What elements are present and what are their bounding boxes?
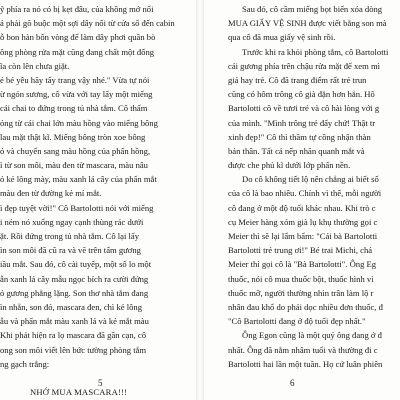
text-line: cái chai to đứng trong tủ nhà tắm. Cô thấm bbox=[0, 103, 148, 114]
text-line: ì đẹp tuyệt vời!" Cô Bartolotti nói với miếng bbox=[0, 202, 154, 213]
left-page-number: 5 bbox=[98, 378, 103, 388]
text-line: ỏ và chuyển sang màu hồng của phấn hồng, bbox=[0, 145, 151, 156]
text-line: của cô là bao nhiêu. Chính vì thế, mỗi người bbox=[228, 188, 382, 199]
left-page bbox=[0, 0, 196, 400]
wall-writing: NHỚ MUA MASCARA!!! bbox=[30, 387, 128, 398]
text-line: "Cô Bartolotti đang ở độ tuổi đẹp nhất." bbox=[228, 316, 366, 327]
text-line: cái gương phía trên chậu rửa mặt để xem mì bbox=[228, 60, 381, 71]
text-line: bản thân. Tất cả nếp nhăn quanh mắt và bbox=[228, 145, 365, 156]
text-line: được che phủ kĩ dưới lớp phấn nền. bbox=[228, 160, 351, 171]
text-line: iầu mắt. Sau đó, cô cài tuyếp, một số lo một bbox=[0, 259, 152, 270]
text-line: ỏng từ cái chai lớn màu hồng vào miếng bông bbox=[0, 117, 158, 128]
text-line: của mình. "Mình trông trẻ đấy chứ! Thật tr bbox=[228, 117, 376, 128]
text-line: ỏ gương phẳng lặng. Son thơ nhà tắm đang bbox=[0, 287, 149, 298]
text-line: nhất. Ông đã nằm nhâm tuổi và thường đi c bbox=[228, 344, 378, 355]
text-line: ặt. Rồi đứng trong tủ nhà tắm. Cô lại lấy bbox=[0, 231, 140, 241]
text-line: Bartolotti cô về tươi trẻ và cô hài lòng với g bbox=[228, 103, 380, 114]
text-line: cô đang ở một độ tuổi khác nhau. Khi trò c bbox=[228, 202, 376, 213]
text-line: Trước khi ra khỏi phòng tắm, cô Bartolotti bbox=[242, 46, 389, 57]
text-line: Ông Egon cũng là một quý ông đang ở đ bbox=[242, 330, 382, 341]
text-line: ỹ phía ra nó có bị kẹt đâu, của không mở nổi bbox=[0, 4, 154, 14]
text-line: Meier thì gọi cô là "Bà Bartolotti". Ông Eg bbox=[228, 259, 377, 270]
text-line: ỗ bon hàn bốn vòng để làm dây phơi quần bò bbox=[0, 32, 156, 43]
text-line: ông phòng rửa mặt cũng đang chất một đống bbox=[0, 46, 155, 57]
text-line: Bartolotti hai lần một tuần. Họ cứ luân phiên bbox=[228, 358, 383, 369]
text-line: Sau đó, cô cầm miếng bọt biển xóa dòng bbox=[242, 4, 383, 14]
text-line: ả phải gõ buộc một sợi dây nối từ cửa sổ đến cabin bbox=[0, 18, 175, 29]
text-line: Do cô không tiết lộ nên chẳng ai biết số bbox=[242, 174, 379, 185]
text-line: Khi phát hiện ra lọ mascara đã gần cạn, cô bbox=[0, 330, 147, 341]
text-line: Meier thì sẽ lại lẩm bẩm: "Cái bà Bartolotti bbox=[228, 231, 378, 241]
text-line: ĩa còn lên chưa giặt. bbox=[0, 60, 70, 71]
text-line: ìn nhẵn, son đỏ, mascara đen, chì kẻ lông bbox=[0, 301, 142, 312]
right-page-number: 6 bbox=[290, 378, 295, 388]
text-line: cụ Meier hàng xóm già lụ khụ thường gọi c bbox=[228, 216, 378, 227]
text-line: ong son môi viết lên bức tường phòng tắm bbox=[0, 344, 147, 355]
text-line: màu đen từ đường kẻ mí mắt. bbox=[0, 188, 102, 199]
text-line: ỏ kẻ lông mày, màu xanh lá cây của phấn mắt bbox=[0, 174, 157, 185]
text-line: cũng có hôm trông cô già đặn hơn hẳn. Hô bbox=[228, 89, 375, 100]
text-line: thuốc mỡ, người thường nhìn trân làm lộ r bbox=[228, 287, 374, 298]
text-line: xinh đẹp!" Cô thì thầm tự công nhận thàn bbox=[228, 131, 371, 142]
text-line: qua cô đã mua giấy vệ sinh rồi. bbox=[228, 32, 336, 43]
text-line: ẫn xanh lá cây mẫu ngọc bích ra cười đứng bbox=[0, 273, 149, 284]
text-line: ừ ngón sương, cô vừa với tay lấy một miếng bbox=[0, 89, 153, 100]
text-line: MUA GIẤY VỆ SINH được viết bằng son mà bbox=[228, 18, 387, 29]
text-line: ng gạch trắng: bbox=[0, 358, 50, 369]
left-page-text bbox=[0, 2, 190, 398]
text-line: Bartolotti trẻ trung ơi!" Bé trai Michi, chá bbox=[228, 245, 373, 256]
text-line: i ném nó xuống ngay cạnh thùng rác dưới bbox=[0, 216, 144, 227]
text-line: nhân đau khổ do phải dọc nhiều đơn thuốc, đ bbox=[228, 301, 383, 312]
right-page-text bbox=[228, 2, 400, 369]
text-line: giả hay trẻ. Cô đã trang điểm rất trẻ trun bbox=[228, 74, 367, 85]
right-page bbox=[204, 0, 400, 400]
text-line: ẫu và phấn mắt màu xanh lá và kẻ mắt màu bbox=[0, 316, 149, 327]
text-line: ì từ son môi, màu đen từ mascara, màu nâu bbox=[0, 160, 148, 171]
text-line: thuốc, nói cô mua thuốc bột, thuốc hình vì bbox=[228, 273, 374, 284]
text-line: ìn son môi đã cũ ra và vẽ trên tấm gương bbox=[0, 245, 141, 256]
book-gutter bbox=[196, 0, 204, 400]
text-line: ẻ bé yêu hãy tẩy trang vậy nhé." Vừa tự nói bbox=[0, 74, 150, 85]
text-line: lau mặt thật kĩ. Miếng bông tròn xoe bông bbox=[0, 131, 146, 142]
